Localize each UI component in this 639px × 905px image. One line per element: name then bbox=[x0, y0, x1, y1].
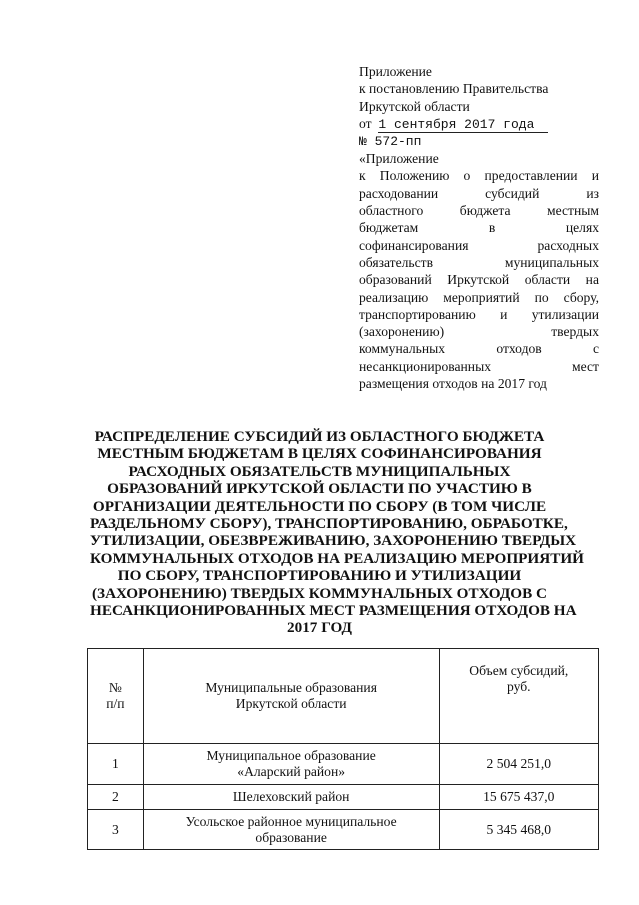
appendix-line: размещения отходов на 2017 год bbox=[359, 376, 547, 392]
row-num: 1 bbox=[88, 744, 144, 785]
title-line: ПО СБОРУ, ТРАНСПОРТИРОВАНИЮ И УТИЛИЗАЦИИ bbox=[117, 567, 522, 585]
title-line: РАЗДЕЛЬНОМУ СБОРУ), ТРАНСПОРТИРОВАНИЮ, ОБРАБОТКЕ, bbox=[90, 515, 568, 533]
appendix-line: к Положению о предоставлении и bbox=[359, 168, 599, 184]
date-prefix: от bbox=[359, 115, 372, 131]
appendix-line: областного бюджета местным bbox=[359, 203, 599, 219]
row-num: 3 bbox=[88, 810, 144, 850]
appendix-block bbox=[359, 63, 599, 392]
row-amount: 5 345 468,0 bbox=[439, 810, 598, 850]
row-name-line: Шелеховский район bbox=[232, 789, 350, 804]
header-num-line: п/п bbox=[106, 696, 125, 711]
appendix-line: бюджетам в целях bbox=[359, 220, 599, 236]
header-name bbox=[143, 649, 439, 744]
decree-date: 1 сентября 2017 года bbox=[378, 118, 548, 133]
row-amount: 2 504 251,0 bbox=[439, 744, 598, 785]
header-name-line: Муниципальные образования bbox=[205, 680, 377, 695]
row-amount: 15 675 437,0 bbox=[439, 785, 598, 810]
row-name bbox=[143, 810, 439, 850]
table-row bbox=[88, 785, 599, 810]
row-num: 2 bbox=[88, 785, 144, 810]
row-name bbox=[143, 744, 439, 785]
title-line: УТИЛИЗАЦИИ, ОБЕЗВРЕЖИВАНИЮ, ЗАХОРОНЕНИЮ ТВЕРДЫХ bbox=[90, 532, 577, 550]
appendix-line: транспортированию и утилизации bbox=[359, 306, 599, 322]
title-line: НЕСАНКЦИОНИРОВАННЫХ МЕСТ РАЗМЕЩЕНИЯ ОТХОДОВ НА bbox=[90, 602, 577, 620]
document-title bbox=[90, 428, 584, 637]
appendix-line: софинансирования расходных bbox=[359, 237, 599, 253]
decree-number: № 572-пп bbox=[359, 133, 422, 149]
header-num bbox=[88, 649, 144, 744]
appendix-line: коммунальных отходов с bbox=[359, 341, 599, 357]
appendix-line: реализацию мероприятий по сбору, bbox=[359, 289, 599, 305]
header-amount-line: руб. bbox=[507, 679, 531, 694]
row-name-line: Муниципальное образование bbox=[206, 748, 376, 763]
appendix-line: расходовании субсидий из bbox=[359, 185, 599, 201]
title-line: МЕСТНЫМ БЮДЖЕТАМ В ЦЕЛЯХ СОФИНАНСИРОВАНИЯ bbox=[97, 445, 542, 463]
appendix-line: образований Иркутской области на bbox=[359, 272, 599, 288]
header-num-line: № bbox=[108, 680, 122, 695]
appendix-line: к постановлению Правительства bbox=[359, 81, 549, 97]
row-name-line: образование bbox=[255, 829, 327, 845]
table-header-row bbox=[88, 649, 599, 744]
title-line: 2017 ГОД bbox=[287, 619, 352, 637]
appendix-line: несанкционированных мест bbox=[359, 358, 599, 374]
table-row bbox=[88, 744, 599, 785]
header-name-line: Иркутской области bbox=[235, 696, 347, 711]
title-line: КОММУНАЛЬНЫХ ОТХОДОВ НА РЕАЛИЗАЦИЮ МЕРОПРИЯТИЙ bbox=[90, 549, 584, 567]
table-row bbox=[88, 810, 599, 850]
subsidy-table bbox=[87, 648, 599, 850]
title-line: РАСПРЕДЕЛЕНИЕ СУБСИДИЙ ИЗ ОБЛАСТНОГО БЮДЖЕТА bbox=[94, 428, 545, 445]
header-amount bbox=[439, 649, 598, 744]
header-amount-line: Объем субсидий, bbox=[469, 663, 569, 678]
row-name-line: «Аларский район» bbox=[237, 764, 346, 779]
appendix-line: Приложение bbox=[359, 64, 432, 79]
title-line: ОРГАНИЗАЦИИ ДЕЯТЕЛЬНОСТИ ПО СБОРУ (В ТОМ ЧИСЛЕ bbox=[92, 497, 547, 515]
title-line: РАСХОДНЫХ ОБЯЗАТЕЛЬСТВ МУНИЦИПАЛЬНЫХ bbox=[128, 462, 511, 480]
appendix-line: «Приложение bbox=[359, 151, 439, 167]
appendix-line: (захоронению) твердых bbox=[359, 324, 599, 340]
row-name-line: Усольское районное муниципальное bbox=[185, 813, 397, 829]
appendix-line: обязательств муниципальных bbox=[359, 254, 599, 270]
title-line: (ЗАХОРОНЕНИЮ) ТВЕРДЫХ КОММУНАЛЬНЫХ ОТХОДОВ С bbox=[92, 584, 547, 602]
row-name bbox=[143, 785, 439, 810]
appendix-date-line bbox=[359, 115, 599, 133]
title-line: ОБРАЗОВАНИЙ ИРКУТСКОЙ ОБЛАСТИ ПО УЧАСТИЮ В bbox=[107, 480, 532, 498]
appendix-line: Иркутской области bbox=[359, 98, 470, 114]
